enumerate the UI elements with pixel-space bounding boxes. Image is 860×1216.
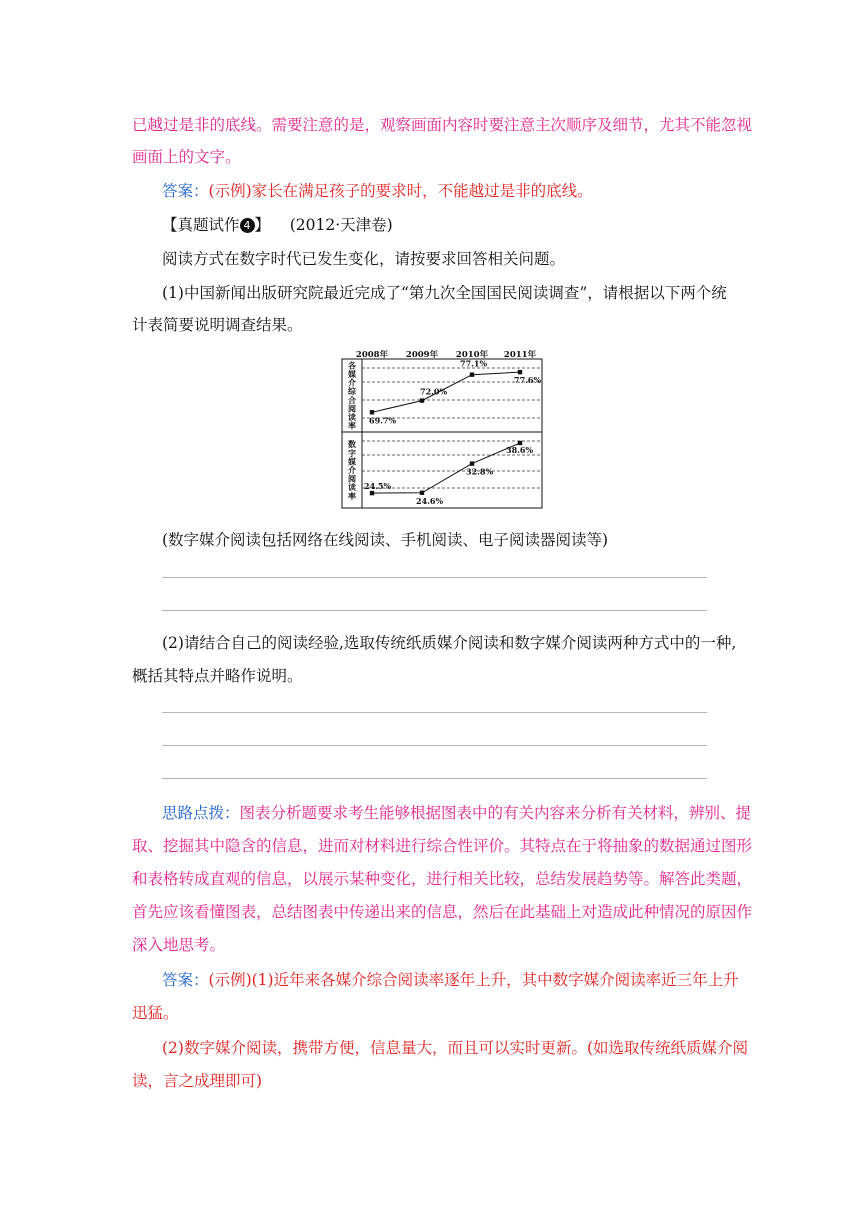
question-2-line-2: 概括其特点并略作说明。	[132, 667, 303, 685]
panel-label-char-0-4: 合	[348, 394, 356, 405]
panel-label-char-0-6: 读	[348, 412, 356, 422]
answer-2-line-4: 读，言之成理即可)	[132, 1072, 263, 1090]
data-point-0-3	[518, 370, 522, 374]
question-bracket-close: 】	[254, 216, 271, 234]
data-point-0-1	[420, 398, 424, 402]
analysis-line-3: 和表格转成直观的信息，以展示某种变化，进行相关比较，总结发展趋势等。解答此类题，	[132, 870, 753, 888]
panel-label-char-1-6: 率	[348, 490, 356, 501]
data-point-0-2	[470, 372, 474, 376]
data-label-1-3: 38.6%	[506, 444, 534, 455]
panel-label-char-0-2: 介	[348, 377, 356, 388]
analysis-label: 思路点拨：	[162, 804, 240, 822]
intro-line-1: 已越过是非的底线。需要注意的是，观察画面内容时要注意主次顺序及细节，尤其不能忽视	[132, 116, 753, 134]
answer-line-2a[interactable]	[162, 712, 707, 713]
panel-label-char-0-0: 各	[348, 360, 356, 371]
series-line-1	[372, 443, 520, 493]
answer-line-1b[interactable]	[162, 610, 707, 611]
answer-2-text-1: (示例)(1)近年来各媒介综合阅读率逐年上升，其中数字媒介阅读率近三年上升	[208, 971, 739, 989]
answer-2-label: 答案：	[162, 971, 209, 989]
panel-label-char-1-4: 阅	[348, 473, 356, 484]
x-tick-label-2: 2010年	[455, 350, 489, 360]
analysis-line-4: 首先应该看懂图表，总结图表中传递出来的信息，然后在此基础上对造成此种情况的原因作	[132, 903, 753, 921]
panel-label-char-1-2: 媒	[348, 456, 356, 467]
question-header	[162, 215, 393, 235]
answer-1-label: 答案：	[162, 182, 209, 200]
question-2-line-1: (2)请结合自己的阅读经验,选取传统纸质媒介阅读和数字媒介阅读两种方式中的一种,	[162, 634, 737, 652]
analysis-line-5: 深入地思考。	[132, 936, 226, 954]
panel-label-char-1-5: 读	[348, 482, 356, 493]
data-label-0-3: 77.6%	[514, 375, 542, 386]
answer-line-2b[interactable]	[162, 745, 707, 746]
panel-label-char-0-3: 综	[348, 386, 356, 397]
data-point-1-2	[470, 461, 474, 465]
x-tick-label-3: 2011年	[503, 350, 537, 360]
data-label-1-1: 24.6%	[416, 495, 444, 506]
panel-label-char-0-7: 率	[348, 420, 356, 431]
analysis-line-1	[162, 803, 751, 823]
answer-line-2c[interactable]	[162, 778, 707, 779]
panel-label-char-1-0: 数	[348, 439, 356, 450]
data-label-0-2: 77.1%	[460, 358, 488, 369]
panel-label-char-0-1: 媒	[348, 369, 356, 379]
data-label-1-0: 24.5%	[364, 481, 392, 492]
reading-rate-chart-svg	[340, 350, 544, 510]
x-tick-label-0: 2008年	[355, 350, 389, 360]
panel-label-char-0-5: 阅	[348, 403, 356, 414]
question-1-line-2: 计表简要说明调查结果。	[132, 316, 303, 334]
data-point-1-1	[420, 491, 424, 495]
data-point-1-0	[370, 491, 374, 495]
reading-rate-chart	[340, 350, 544, 510]
data-label-0-0: 69.7%	[369, 415, 397, 426]
answer-2-line-1	[162, 970, 739, 990]
data-label-1-2: 32.8%	[466, 466, 494, 477]
answer-2-line-2: 迅猛。	[132, 1004, 179, 1022]
question-number-badge: 4	[240, 218, 255, 233]
panel-label-char-1-3: 介	[348, 465, 356, 475]
answer-1	[162, 181, 593, 201]
answer-line-1a[interactable]	[162, 577, 707, 578]
question-note: (数字媒介阅读包括网络在线阅读、手机阅读、电子阅读器阅读等)	[162, 531, 609, 549]
answer-1-text: (示例)家长在满足孩子的要求时，不能越过是非的底线。	[208, 182, 593, 200]
analysis-text-1: 图表分析题要求考生能够根据图表中的有关内容来分析有关材料，辨别、提	[239, 804, 752, 822]
question-bracket-open: 【真题试作	[162, 216, 240, 234]
question-prompt: 阅读方式在数字时代已发生变化，请按要求回答相关问题。	[162, 250, 566, 268]
intro-line-2: 画面上的文字。	[132, 148, 241, 166]
answer-2-line-3: (2)数字媒介阅读，携带方便，信息量大，而且可以实时更新。(如选取传统纸质媒介阅	[162, 1039, 749, 1057]
data-point-0-0	[370, 410, 374, 414]
panel-label-char-1-1: 字	[348, 447, 356, 458]
analysis-line-2: 取、挖掘其中隐含的信息，进而对材料进行综合性评价。其特点在于将抽象的数据通过图形	[132, 837, 753, 855]
question-1-line-1: (1)中国新闻出版研究院最近完成了“第九次全国国民阅读调查”，请根据以下两个统	[162, 284, 727, 302]
data-label-0-1: 72.0%	[420, 386, 448, 397]
x-tick-label-1: 2009年	[405, 350, 439, 360]
question-source: (2012·天津卷)	[289, 216, 393, 234]
